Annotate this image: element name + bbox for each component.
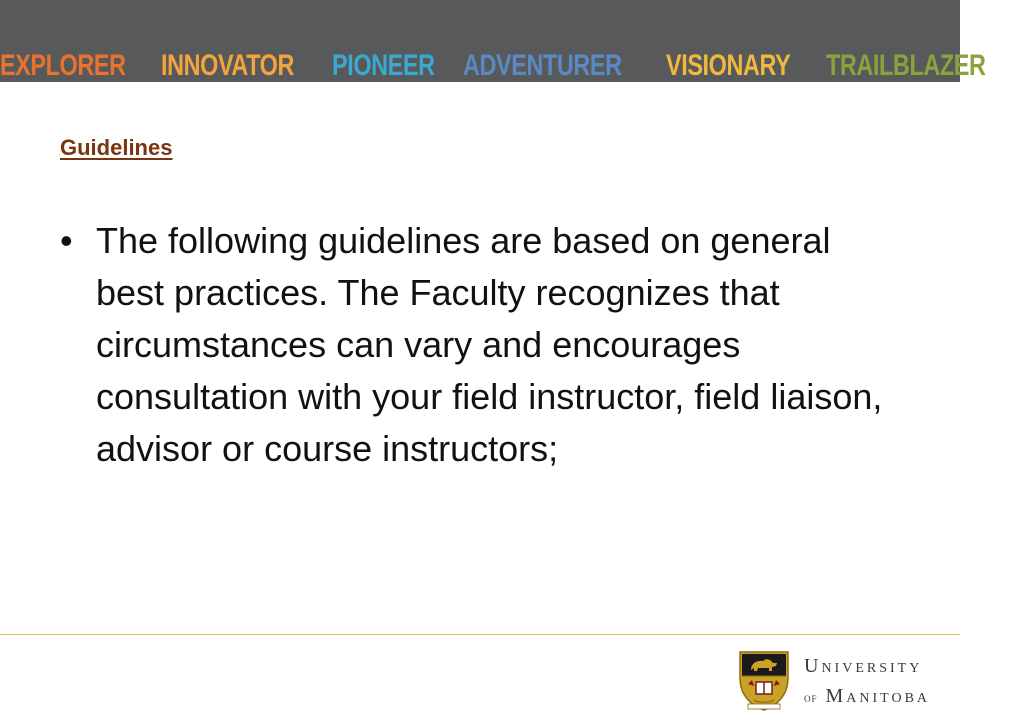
banner-word-explorer: EXPLORER — [0, 49, 126, 82]
wordmark-of: of — [804, 690, 818, 705]
tagline-banner — [0, 50, 1030, 82]
wordmark-university: University — [804, 655, 923, 677]
footer-divider — [0, 634, 960, 635]
slide-title: Guidelines — [60, 135, 173, 160]
wordmark-manitoba: Manitoba — [825, 685, 931, 707]
header-bar — [0, 0, 986, 82]
university-wordmark — [804, 654, 930, 710]
university-crest-icon — [736, 648, 792, 712]
banner-word-visionary: VISIONARY — [666, 49, 791, 82]
wordmark-manitoba-line — [804, 684, 930, 710]
bullet-text: The following guidelines are based on general best practices. The Faculty recognizes that circumstances can vary and encourages consultation with your field instructor, field liaison, advisor or course instructors; — [96, 220, 883, 469]
banner-word-adventurer: ADVENTURER — [463, 49, 622, 82]
bullet-dot-icon: • — [60, 220, 73, 261]
banner-word-innovator: INNOVATOR — [161, 49, 295, 82]
university-logo — [736, 648, 946, 712]
banner-word-trailblazer: TRAILBLAZER — [825, 49, 986, 82]
banner-word-pioneer: PIONEER — [331, 49, 435, 82]
bullet-list — [60, 215, 890, 475]
bullet-item — [60, 215, 890, 475]
